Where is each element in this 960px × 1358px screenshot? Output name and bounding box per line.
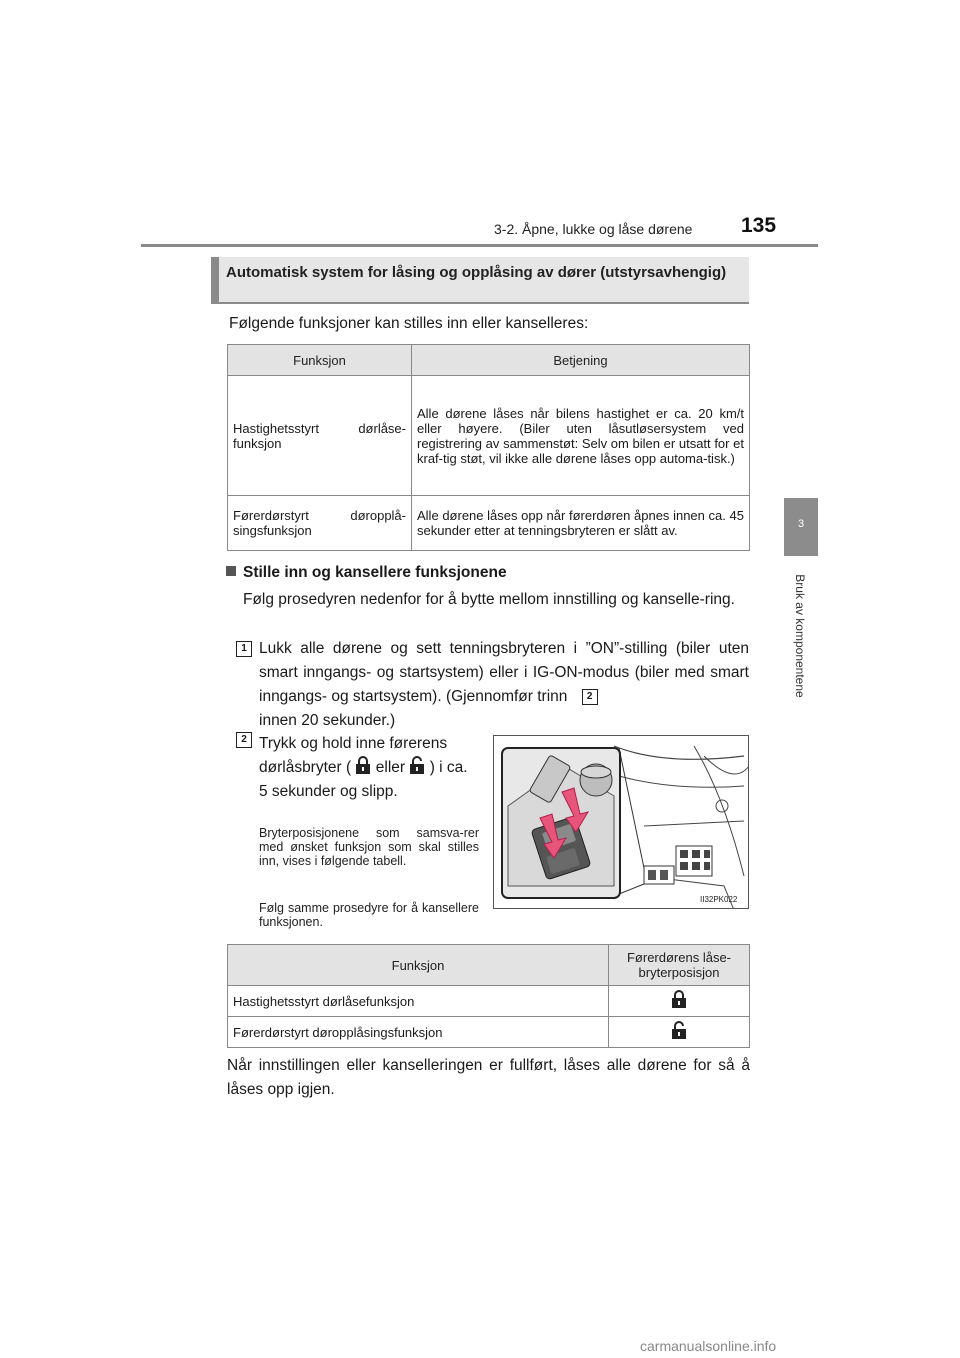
step-ref-badge: 2 [582,689,598,705]
page-number: 135 [741,214,777,237]
section-title: Automatisk system for låsing og opplåsing av dører (utstyrsavhengig) [226,264,727,281]
function-table [227,344,750,551]
subsection-heading [226,564,507,582]
table2-cell-icon [609,986,750,1017]
table-cell-operation: Alle dørene låses når bilens hastighet er ca. 20 km/t eller høyere. (Biler uten låsutløsersystem ved registrering av sammenstøt: Selv om bilen er utsatt for et kraf-tig støt, vil ikke alle dørene låses opp automa-tisk.) [412,376,750,496]
table-header-operation: Betjening [412,345,750,376]
lock-icon [355,756,371,775]
step2-text [259,732,479,804]
switch-position-table [227,944,750,1048]
step2-text-c: ) i ca. 5 sekunder og slipp. [259,759,468,800]
table2-cell-function: Hastighetsstyrt dørlåsefunksjon [228,986,609,1017]
chapter-tab-label: Bruk av komponentene [793,574,807,698]
table-cell-function: Hastighetsstyrt dørlåse-funksjon [228,376,412,496]
closing-text: Når innstillingen eller kanselleringen er fullført, låses alle dørene for så å låses opp igjen. [227,1057,750,1098]
step-badge-2: 2 [236,732,252,748]
table-cell-function: Førerdørstyrt døroppl​å-singsfunksjon [228,496,412,551]
step2-note-1: Bryterposisjonene som samsva-rer med ønsket funksjon som skal stilles inn, vises i følgende tabell. [259,826,479,868]
step1-end: innen 20 sekunder.) [259,712,396,729]
table2-header-function: Funksjon [228,945,609,986]
table2-header-position: Førerdørens låse-bryterposisjon [609,945,750,986]
step1-body: Lukk alle dørene og sett tenningsbryteren i ”ON”-stilling (biler uten smart inngangs- og startsystem) eller i IG-ON-modus (biler med smart inngangs- og startsystem). (Gjennomfør trinn [259,640,749,705]
square-bullet-icon [226,566,236,576]
step2-text-a: Trykk og hold inne førerens dørlåsbryter ( [259,735,448,776]
step-badge-1: 1 [236,641,252,657]
table-cell-operation: Alle dørene låses opp når førerdøren åpnes innen ca. 45 sekunder etter at tenningsbryteren er slått av. [412,496,750,551]
door-lock-switch-illustration [493,735,749,909]
watermark: carmanualsonline.info [640,1338,777,1354]
intro-text: Følgende funksjoner kan stilles inn eller kanselleres: [229,315,589,332]
header-rule [141,244,818,247]
subsection-title: Stille inn og kansellere funksjonene [243,564,507,581]
step2-note-2: Følg samme prosedyre for å kansellere funksjonen. [259,901,479,929]
chapter-tab-number: 3 [797,518,805,530]
illustration-code: II32PK022 [700,895,738,904]
table-header-function: Funksjon [228,345,412,376]
step1-text [259,637,749,733]
running-header-section: 3-2. Åpne, lukke og låse dørene [494,221,693,237]
unlock-icon [671,1021,687,1040]
table-row [228,496,750,551]
unlock-icon [409,756,425,775]
table-row [228,376,750,496]
step2-text-b: eller [375,759,406,776]
lock-icon [671,990,687,1009]
illustration-drawing [494,736,749,909]
table2-cell-icon [609,1017,750,1048]
table-row [228,1017,750,1048]
table-row [228,986,750,1017]
table2-cell-function: Førerdørstyrt døropplåsingsfunksjon [228,1017,609,1048]
subsection-intro: Følg prosedyren nedenfor for å bytte mellom innstilling og kanselle-ring. [243,591,735,608]
